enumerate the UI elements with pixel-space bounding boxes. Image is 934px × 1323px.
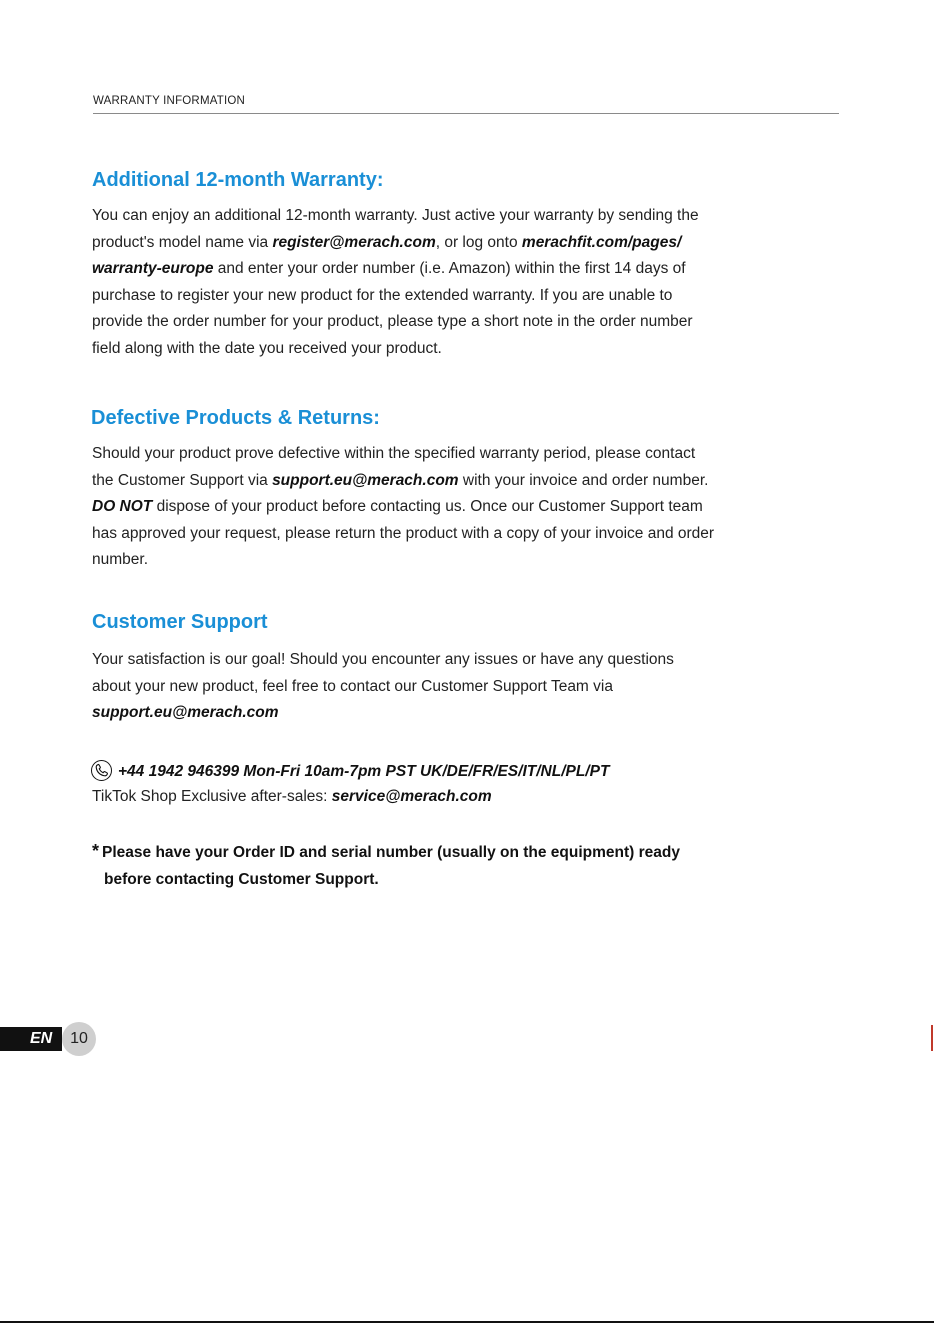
warranty-text: and enter your order number (i.e. Amazon) within the first 14 days of bbox=[213, 260, 686, 277]
phone-number[interactable]: +44 1942 946399 Mon-Fri 10am-7pm PST UK/DE/FR/ES/IT/NL/PL/PT bbox=[118, 763, 610, 780]
support-email-link[interactable]: support.eu@merach.com bbox=[272, 471, 459, 489]
warranty-text: , or log onto bbox=[435, 233, 522, 251]
defective-line-4: has approved your request, please return the product with a copy of your invoice and order bbox=[92, 524, 715, 542]
after-sales-label: TikTok Shop Exclusive after-sales: bbox=[92, 788, 332, 805]
register-email-link[interactable]: register@merach.com bbox=[272, 233, 436, 251]
phone-row bbox=[91, 760, 609, 784]
warranty-line-6: field along with the date you received your product. bbox=[92, 339, 442, 357]
defective-line-5: number. bbox=[92, 551, 149, 568]
support-line-2: about your new product, feel free to contact our Customer Support Team via bbox=[92, 677, 613, 695]
warranty-line-5: provide the order number for your product, please type a short note in the order number bbox=[92, 313, 693, 330]
warranty-line-1: You can enjoy an additional 12-month warranty. Just active your warranty by sending the bbox=[92, 207, 699, 224]
note-line-2: before contacting Customer Support. bbox=[104, 871, 379, 888]
defective-line-2 bbox=[92, 468, 837, 495]
service-email-link[interactable]: service@merach.com bbox=[331, 788, 492, 805]
phone-icon bbox=[91, 760, 112, 781]
defective-text: the Customer Support via bbox=[92, 471, 273, 489]
defective-text: dispose of your product before contacting us. Once our Customer Support team bbox=[152, 498, 703, 515]
warranty-url-link-cont[interactable]: warranty-europe bbox=[92, 260, 214, 277]
header-label: WARRANTY INFORMATION bbox=[93, 95, 246, 107]
defective-line-3 bbox=[92, 494, 837, 521]
header-divider bbox=[93, 113, 839, 114]
note-asterisk: * bbox=[92, 841, 100, 861]
defective-text: with your invoice and order number. bbox=[458, 471, 709, 489]
note-line-1: Please have your Order ID and serial number (usually on the equipment) ready bbox=[102, 844, 680, 861]
do-not-emphasis: DO NOT bbox=[92, 498, 153, 515]
support-paragraph bbox=[92, 647, 837, 727]
warranty-line-3 bbox=[92, 256, 837, 283]
support-email-link-2[interactable]: support.eu@merach.com bbox=[92, 704, 279, 721]
edge-mark bbox=[931, 1025, 933, 1051]
support-line-1: Your satisfaction is our goal! Should you encounter any issues or have any questions bbox=[92, 651, 674, 668]
defective-paragraph bbox=[92, 441, 837, 574]
warranty-paragraph bbox=[92, 203, 837, 362]
warranty-line-2 bbox=[92, 230, 837, 257]
support-title: Customer Support bbox=[92, 611, 268, 633]
after-sales-line bbox=[92, 785, 492, 809]
warranty-text: product's model name via bbox=[92, 233, 273, 251]
page-number: 10 bbox=[62, 1022, 96, 1056]
footer-language-bar bbox=[0, 1027, 62, 1051]
support-note bbox=[92, 838, 680, 893]
warranty-url-link[interactable]: merachfit.com/pages/ bbox=[521, 233, 682, 251]
warranty-line-4: purchase to register your new product for the extended warranty. If you are unable to bbox=[92, 286, 673, 304]
defective-line-1: Should your product prove defective within the specified warranty period, please contact bbox=[92, 445, 696, 462]
warranty-title: Additional 12-month Warranty: bbox=[92, 169, 384, 191]
language-code: EN bbox=[30, 1030, 53, 1047]
defective-title: Defective Products & Returns: bbox=[91, 407, 380, 429]
